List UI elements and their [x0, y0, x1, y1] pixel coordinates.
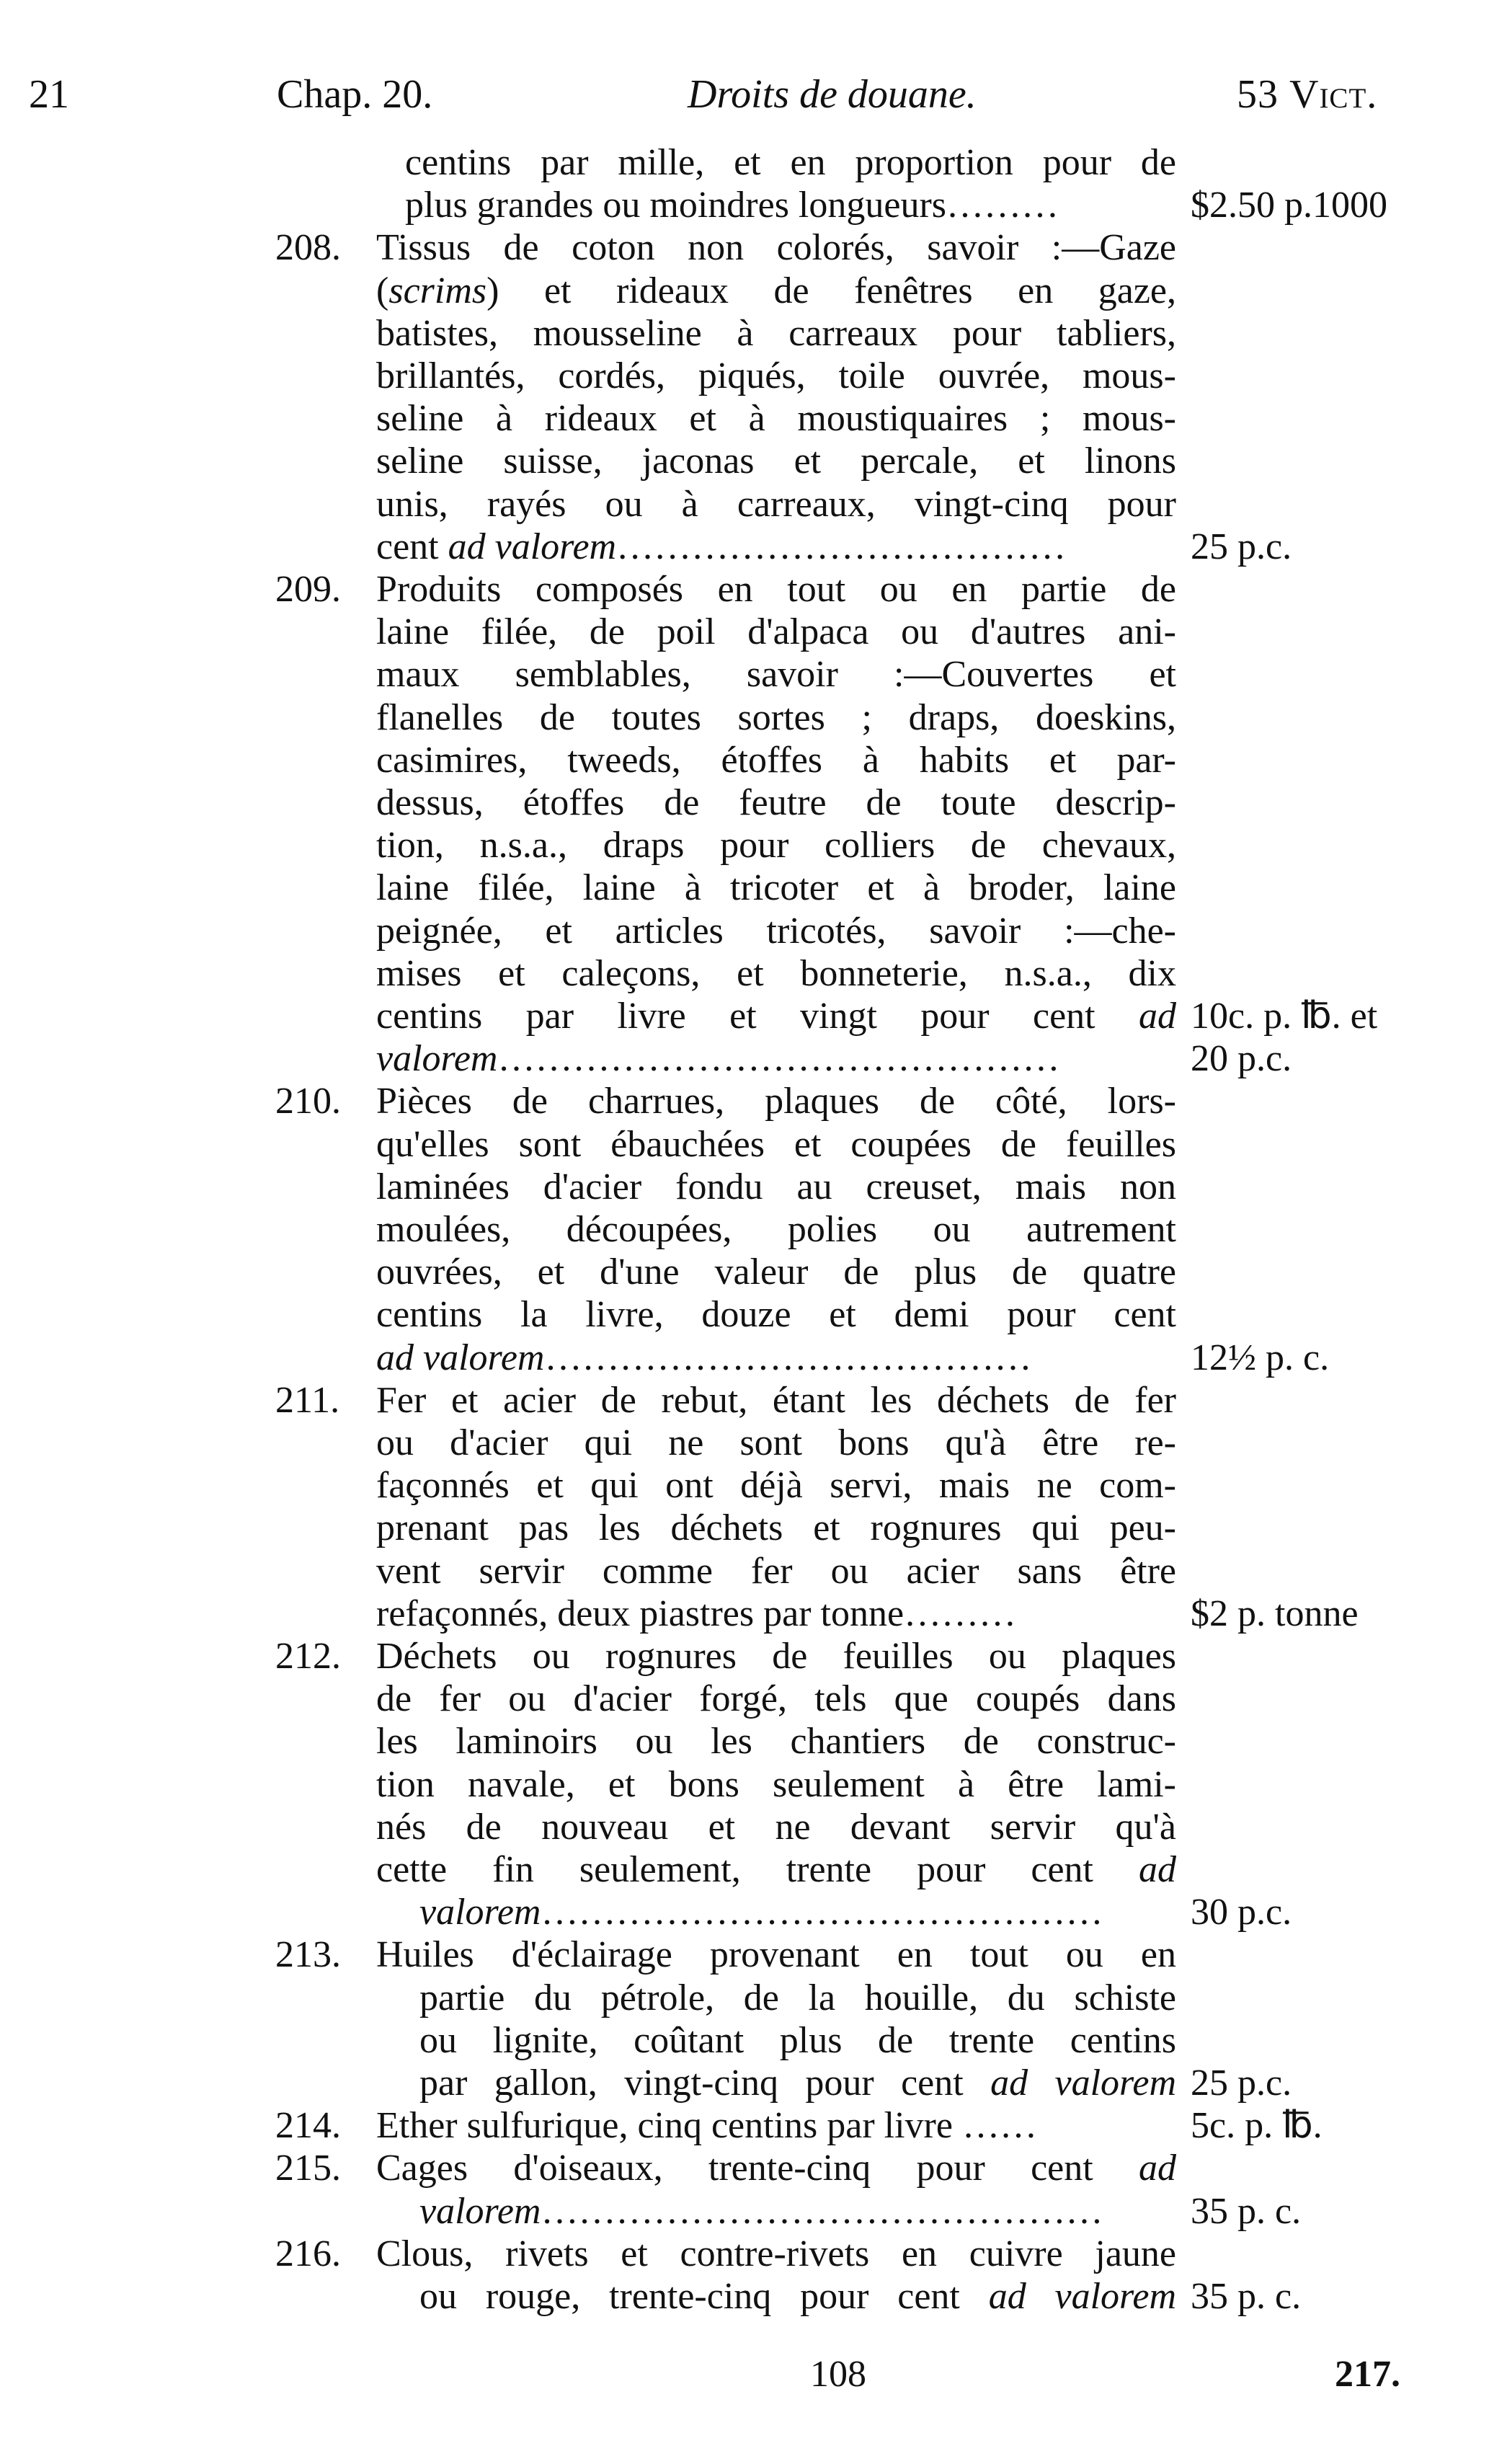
item-text: de fer ou d'acier forgé, tels que coupés dans	[376, 1678, 1176, 1720]
item-number: 211.	[275, 1379, 340, 1421]
item-text: unis, rayés ou à carreaux, vingt-cinq pour	[376, 483, 1176, 525]
item-text: flanelles de toutes sortes ; draps, doeskins,	[376, 696, 1176, 738]
tariff-line	[0, 1678, 1489, 1720]
tariff-line	[0, 781, 1489, 824]
item-number: 214.	[275, 2105, 341, 2147]
item-text: Pièces de charrues, plaques de côté, lors-	[376, 1081, 1176, 1122]
item-text: centins par livre et vingt pour cent ad	[376, 996, 1176, 1037]
item-text: laminées d'acier fondu au creuset, mais non	[376, 1166, 1176, 1207]
tariff-line	[0, 2062, 1489, 2104]
item-number: 209.	[275, 569, 341, 610]
item-text: ou lignite, coûtant plus de trente centins	[419, 2019, 1176, 2061]
item-text: partie du pétrole, de la houille, du schiste	[419, 1977, 1176, 2018]
regnal-year-number: 53	[1237, 72, 1279, 117]
duty-rate: 20 p.c.	[1191, 1038, 1292, 1080]
tariff-line	[0, 1763, 1489, 1806]
tariff-line	[0, 995, 1489, 1037]
item-text: Fer et acier de rebut, étant les déchets de fer	[376, 1379, 1176, 1421]
tariff-line	[0, 1080, 1489, 1122]
item-text: (scrims) et rideaux de fenêtres en gaze,	[376, 270, 1176, 311]
tariff-line	[0, 653, 1489, 696]
item-text: laine filée, laine à tricoter et à broder, laine	[376, 867, 1176, 909]
item-text: centins la livre, douze et demi pour cent	[376, 1294, 1176, 1336]
tariff-line	[0, 2233, 1489, 2275]
item-text: batistes, mousseline à carreaux pour tabliers,	[376, 312, 1176, 354]
item-text: par gallon, vingt-cinq pour cent ad valorem	[419, 2062, 1176, 2104]
item-number: 210.	[275, 1081, 341, 1122]
item-text: vent servir comme fer ou acier sans être	[376, 1550, 1176, 1592]
tariff-line	[0, 2275, 1489, 2318]
item-text: centins par mille, et en proportion pour de	[405, 142, 1176, 183]
chapter-label: Chap. 20.	[277, 72, 433, 117]
item-text: valorem………………………………………	[419, 2190, 1103, 2232]
tariff-line	[0, 1592, 1489, 1635]
tariff-line	[0, 824, 1489, 867]
item-text: mises et caleçons, et bonneterie, n.s.a., dix	[376, 952, 1176, 994]
item-text: valorem………………………………………	[419, 1892, 1103, 1933]
tariff-line	[0, 270, 1489, 312]
tariff-line	[0, 440, 1489, 482]
item-text: Ether sulfurique, cinq centins par livre ……	[376, 2105, 1037, 2147]
item-number: 208.	[275, 227, 341, 269]
item-number: 215.	[275, 2148, 341, 2189]
item-text: Clous, rivets et contre-rivets en cuivre jaune	[376, 2233, 1176, 2274]
duty-rate: 10c. p. ℔. et	[1191, 996, 1378, 1037]
tariff-line	[0, 1037, 1489, 1080]
tariff-line	[0, 611, 1489, 653]
tariff-line	[0, 2190, 1489, 2233]
page-number: 21	[29, 72, 69, 117]
footer-page-number: 108	[810, 2354, 866, 2395]
item-text: ou rouge, trente-cinq pour cent ad valorem	[419, 2276, 1176, 2317]
item-number: 212.	[275, 1636, 341, 1677]
duty-rate: 25 p.c.	[1191, 526, 1292, 567]
item-text: casimires, tweeds, étoffes à habits et par-	[376, 739, 1176, 781]
item-text: laine filée, de poil d'alpaca ou d'autres ani-	[376, 611, 1176, 653]
item-text: prenant pas les déchets et rognures qui peu-	[376, 1507, 1176, 1549]
item-text: les laminoirs ou les chantiers de construc-	[376, 1721, 1176, 1763]
duty-rate: 35 p. c.	[1191, 2190, 1302, 2232]
tariff-line	[0, 226, 1489, 269]
duty-rate: 5c. p. ℔.	[1191, 2105, 1323, 2147]
tariff-line	[0, 1977, 1489, 2019]
tariff-line	[0, 141, 1489, 184]
tariff-line	[0, 1379, 1489, 1422]
item-text: façonnés et qui ont déjà servi, mais ne com-	[376, 1465, 1176, 1507]
tariff-line	[0, 355, 1489, 397]
tariff-line	[0, 1550, 1489, 1592]
tariff-line	[0, 1848, 1489, 1891]
item-text: qu'elles sont ébauchées et coupées de feuilles	[376, 1123, 1176, 1165]
tariff-line	[0, 397, 1489, 440]
regnal-year	[1237, 69, 1377, 120]
duty-rate: $2 p. tonne	[1191, 1592, 1359, 1634]
duty-rate: $2.50 p.1000	[1191, 185, 1387, 226]
tariff-line	[0, 184, 1489, 226]
duty-rate: 25 p.c.	[1191, 2062, 1292, 2104]
item-text: peignée, et articles tricotés, savoir :—che-	[376, 910, 1176, 952]
regnal-year-sovereign: Vict.	[1289, 72, 1378, 117]
tariff-line	[0, 739, 1489, 781]
tariff-line	[0, 696, 1489, 739]
item-number: 213.	[275, 1934, 341, 1976]
duty-rate: 30 p.c.	[1191, 1892, 1292, 1933]
tariff-line	[0, 1806, 1489, 1848]
item-text: valorem………………………………………	[376, 1038, 1060, 1080]
tariff-line	[0, 1123, 1489, 1166]
tariff-line	[0, 312, 1489, 355]
item-text: cent ad valorem………………………………	[376, 526, 1067, 567]
tariff-line	[0, 1337, 1489, 1379]
tariff-line	[0, 1891, 1489, 1933]
tariff-line	[0, 1464, 1489, 1507]
item-text: moulées, découpées, polies ou autrement	[376, 1209, 1176, 1250]
tariff-line	[0, 867, 1489, 909]
item-text: cette fin seulement, trente pour cent ad	[376, 1849, 1176, 1890]
item-text: plus grandes ou moindres longueurs………	[405, 185, 1059, 226]
item-text: refaçonnés, deux piastres par tonne………	[376, 1592, 1017, 1634]
item-text: ou d'acier qui ne sont bons qu'à être re-	[376, 1422, 1176, 1463]
tariff-line	[0, 526, 1489, 568]
tariff-line	[0, 1422, 1489, 1464]
item-text: Cages d'oiseaux, trente-cinq pour cent ad	[376, 2148, 1176, 2189]
duty-rate: 35 p. c.	[1191, 2276, 1302, 2317]
tariff-line	[0, 1720, 1489, 1763]
item-text: tion, n.s.a., draps pour colliers de chevaux,	[376, 825, 1176, 867]
item-text: ouvrées, et d'une valeur de plus de quatre	[376, 1251, 1176, 1293]
running-title: Droits de douane.	[688, 72, 977, 117]
catchword: 217.	[1335, 2354, 1400, 2395]
tariff-line	[0, 568, 1489, 611]
item-number: 216.	[275, 2233, 341, 2274]
tariff-line	[0, 1251, 1489, 1293]
item-text: dessus, étoffes de feutre de toute descrip-	[376, 782, 1176, 823]
item-text: Huiles d'éclairage provenant en tout ou en	[376, 1934, 1176, 1976]
item-text: nés de nouveau et ne devant servir qu'à	[376, 1806, 1176, 1848]
item-text: maux semblables, savoir :—Couvertes et	[376, 654, 1176, 696]
item-text: Produits composés en tout ou en partie de	[376, 569, 1176, 610]
tariff-line	[0, 483, 1489, 526]
tariff-line	[0, 2147, 1489, 2189]
item-text: tion navale, et bons seulement à être lami-	[376, 1763, 1176, 1805]
tariff-line	[0, 2104, 1489, 2147]
item-text: Tissus de coton non colorés, savoir :—Gaze	[376, 227, 1176, 269]
duty-rate: 12½ p. c.	[1191, 1337, 1330, 1378]
tariff-line	[0, 910, 1489, 952]
tariff-line	[0, 1208, 1489, 1251]
tariff-line	[0, 1293, 1489, 1336]
tariff-line	[0, 1933, 1489, 1976]
tariff-line	[0, 1507, 1489, 1549]
tariff-line	[0, 2019, 1489, 2062]
item-text: seline à rideaux et à moustiquaires ; mous-	[376, 398, 1176, 440]
item-text: seline suisse, jaconas et percale, et linons	[376, 440, 1176, 482]
item-text: brillantés, cordés, piqués, toile ouvrée, mous-	[376, 355, 1176, 396]
item-text: ad valorem…………………………………	[376, 1337, 1032, 1378]
item-text: Déchets ou rognures de feuilles ou plaques	[376, 1636, 1176, 1677]
tariff-line	[0, 952, 1489, 995]
tariff-line	[0, 1166, 1489, 1208]
tariff-line	[0, 1635, 1489, 1678]
